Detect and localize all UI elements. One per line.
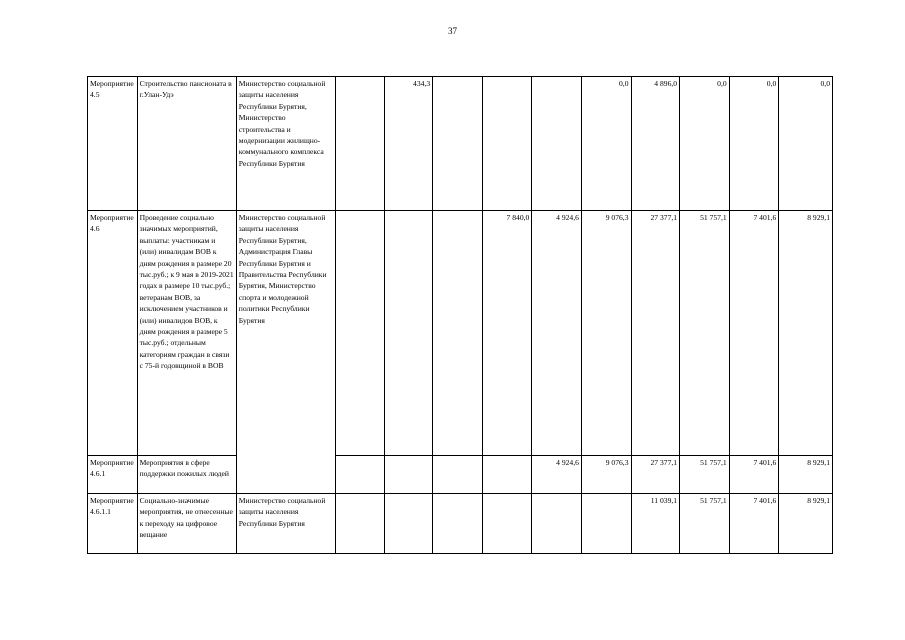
value-cell: 9 076,3: [581, 456, 631, 494]
value-cell: 8 929,1: [779, 211, 833, 456]
value-cell: 0,0: [729, 77, 779, 211]
row-code: Мероприятие 4.6.1.1: [88, 494, 138, 554]
value-cell: 51 757,1: [680, 494, 730, 554]
row-code: Мероприятие 4.6: [88, 211, 138, 456]
value-cell: [532, 494, 582, 554]
value-cell: [384, 211, 433, 456]
value-cell: 7 401,6: [729, 494, 779, 554]
value-cell: [482, 77, 532, 211]
value-cell: 7 401,6: [729, 211, 779, 456]
value-cell: 27 377,1: [631, 456, 680, 494]
value-cell: [532, 77, 582, 211]
value-cell: 7 840,0: [482, 211, 532, 456]
value-cell: 4 896,0: [631, 77, 680, 211]
value-cell: 27 377,1: [631, 211, 680, 456]
value-cell: [433, 494, 483, 554]
row-executor: Министерство социальной защиты населения Республики Бурятия, Администрация Главы Республики Бурятия и Правительства Республики Бурятия, Министерство спорта и молодежной политики Республики Бурятия: [236, 211, 335, 456]
table-row: [88, 77, 833, 211]
page-number: 37: [448, 26, 457, 36]
value-cell: [433, 211, 483, 456]
row-executor: Министерство социальной защиты населения Республики Бурятия: [236, 494, 335, 554]
value-cell: [482, 456, 532, 494]
value-cell: [581, 494, 631, 554]
value-cell: 0,0: [680, 77, 730, 211]
value-cell: [335, 77, 384, 211]
value-cell: 0,0: [581, 77, 631, 211]
row-executor: [236, 456, 335, 494]
value-cell: 0,0: [779, 77, 833, 211]
value-cell: [482, 494, 532, 554]
value-cell: [384, 494, 433, 554]
row-name: Проведение социально значимых мероприятий, выплаты: участникам и (или) инвалидам ВОВ к дням рождения в размере 20 тыс.руб.; к 9 мая в 2019-2021 годах в размере 10 тыс.руб.; ветеранам ВОВ, за исключением участников и (или) инвалидов ВОВ, к дням рождения в размере 5 тыс.руб.; отдельным категориям граждан в связи с 75-й годовщиной в ВОВ: [137, 211, 236, 456]
value-cell: [433, 77, 483, 211]
table-row: [88, 456, 833, 494]
value-cell: 9 076,3: [581, 211, 631, 456]
value-cell: [433, 456, 483, 494]
budget-table: [87, 76, 833, 554]
value-cell: [335, 456, 384, 494]
table-row: [88, 494, 833, 554]
value-cell: [335, 211, 384, 456]
value-cell: 8 929,1: [779, 494, 833, 554]
row-name: Мероприятия в сфере поддержки пожилых людей: [137, 456, 236, 494]
row-name: Строительство пансионата в г.Улан-Удэ: [137, 77, 236, 211]
value-cell: 8 929,1: [779, 456, 833, 494]
row-executor: Министерство социальной защиты населения Республики Бурятия, Министерство строительства и модернизации жилищно-коммунального комплекса Республики Бурятия: [236, 77, 335, 211]
value-cell: 11 039,1: [631, 494, 680, 554]
value-cell: [384, 456, 433, 494]
row-name: Социально-значимые мероприятия, не отнесенные к переходу на цифровое вещание: [137, 494, 236, 554]
value-cell: 4 924,6: [532, 211, 582, 456]
row-code: Мероприятие 4.5: [88, 77, 138, 211]
value-cell: 7 401,6: [729, 456, 779, 494]
value-cell: 51 757,1: [680, 456, 730, 494]
value-cell: 51 757,1: [680, 211, 730, 456]
table-row: [88, 211, 833, 456]
row-code: Мероприятие 4.6.1: [88, 456, 138, 494]
value-cell: [335, 494, 384, 554]
value-cell: 4 924,6: [532, 456, 582, 494]
value-cell: 434,3: [384, 77, 433, 211]
